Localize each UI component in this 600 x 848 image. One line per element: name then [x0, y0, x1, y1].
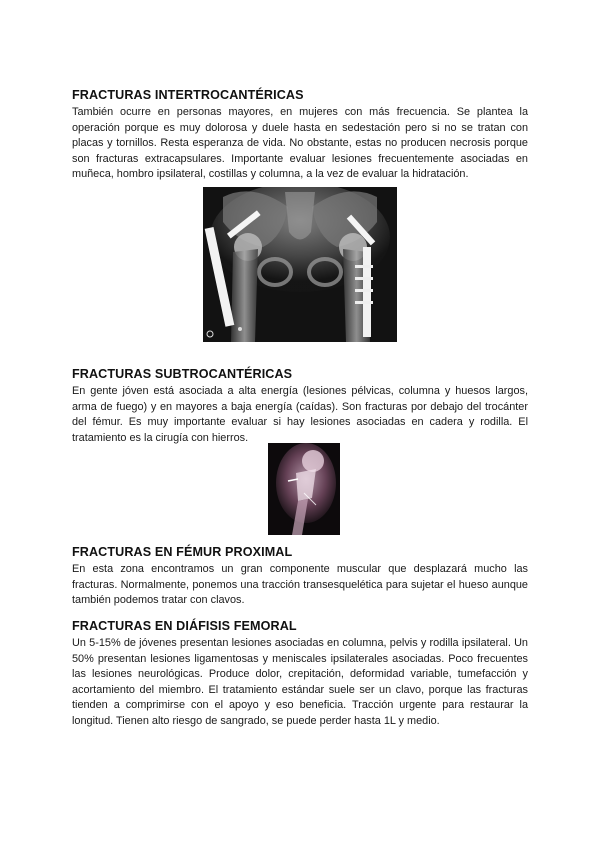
section-body: En esta zona encontramos un gran componente muscular que desplazará mucho las fracturas. Normalmente, ponemos una tracción transesquelética para sujetar el hueso aunque también podemos tratar con clavos.: [72, 563, 528, 607]
section-body: Un 5-15% de jóvenes presentan lesiones asociadas en columna, pelvis y rodilla ipsilateral. Un 50% presentan lesiones ligamentosas y meniscales ipsilaterales asociadas. Poco frecuentes las lesiones neurológicas. Produce dolor, crepitación, deformidad variable, tumefacción y acortamiento del miembro. El tratamiento estándar suele ser un clavo, porque las fracturas tienden a comprimirse con el apoyo y eso beneficia. Tracción urgente para restaurar la longitud. Tienen alto riesgo de sangrado, se puede perder hasta 1L y medio.: [72, 637, 528, 727]
section-title: FRACTURAS SUBTROCANTÉRICAS: [72, 367, 293, 381]
section-title: FRACTURAS INTERTROCANTÉRICAS: [72, 88, 304, 102]
section-intertrocantericas: [72, 88, 528, 183]
xray-femur-fracture-image: [268, 443, 340, 535]
xray-pelvis-image: [203, 187, 397, 342]
section-body: En gente jóven está asociada a alta energía (lesiones pélvicas, columna y huesos largos, arma de fuego) y en mayores a baja energía (caídas). Son fracturas por debajo del trocánter del fémur. Es muy importante evaluar si hay lesiones asociadas en cadera y rodilla. El tratamiento es la cirugía con hierros.: [72, 385, 528, 444]
section-femur-proximal: [72, 545, 528, 609]
section-subtrocantericas: [72, 367, 528, 446]
section-diafisis-femoral: [72, 619, 528, 730]
section-title: FRACTURAS EN FÉMUR PROXIMAL: [72, 545, 293, 559]
section-body: También ocurre en personas mayores, en mujeres con más frecuencia. Se plantea la operación porque es muy dolorosa y duele hasta en sedestación pero si no se tratan con placas y tornillos. Resta esperanza de vida. No obstante, estas no producen necrosis porque son fracturas extracapsulares. Importante evaluar lesiones frecuentemente asociadas en muñeca, hombro ipsilateral, costillas y columna, a la vez de evaluar la hidratación.: [72, 106, 528, 181]
section-title: FRACTURAS EN DIÁFISIS FEMORAL: [72, 619, 297, 633]
